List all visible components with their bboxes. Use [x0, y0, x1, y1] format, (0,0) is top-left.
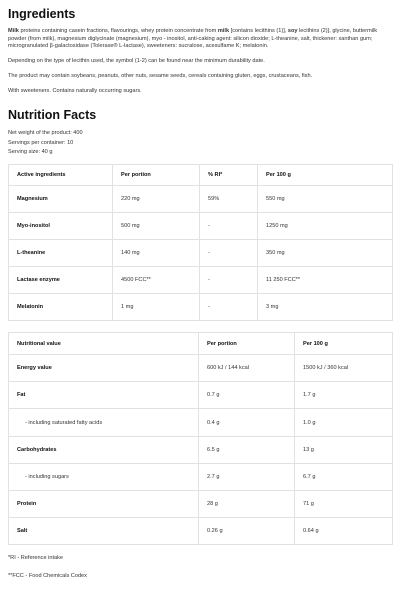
ingredient-name: Melatonin: [9, 294, 113, 321]
nutritional-value-table: [8, 332, 393, 545]
per-100g-value: 11 250 FCC**: [258, 267, 393, 294]
serving-info: [8, 129, 392, 157]
per-100g-value: 350 mg: [258, 240, 393, 267]
table-row: [9, 213, 393, 240]
table-row: [9, 355, 393, 382]
per-100g-value: 3 mg: [258, 294, 393, 321]
allergen-note: The product may contain soybeans, peanuts, other nuts, sesame seeds, cereals containing gluten, eggs, crustaceans, fish.: [8, 72, 313, 79]
per-100g-value: 71 g: [295, 491, 393, 518]
per-portion-value: 500 mg: [113, 213, 200, 240]
ingredient-name: L-theanine: [9, 240, 113, 267]
table-row: [9, 518, 393, 545]
per-portion-value: 0.7 g: [199, 382, 295, 409]
ingredients-heading: Ingredients: [8, 7, 76, 21]
serving-size: Serving size: 40 g: [8, 148, 53, 155]
per-portion-value: 0.26 g: [199, 518, 295, 545]
per-portion-value: 6.5 g: [199, 436, 295, 463]
net-weight: Net weight of the product: 400: [8, 130, 83, 137]
column-header: Per 100 g: [295, 333, 393, 355]
per-portion-value: 28 g: [199, 491, 295, 518]
per-portion-value: 4500 FCC**: [113, 267, 200, 294]
nutrient-name: Salt: [9, 518, 199, 545]
column-header: Active ingredients: [9, 165, 113, 186]
column-header: Per portion: [113, 165, 200, 186]
soy-allergen: soy: [287, 28, 298, 34]
footnotes: [8, 555, 392, 580]
per-portion-value: 0.4 g: [199, 409, 295, 436]
per-portion-value: 2.7 g: [199, 463, 295, 490]
per-portion-value: 140 mg: [113, 240, 200, 267]
table-header-row: [9, 165, 393, 186]
footnote-fcc: **FCC - Food Chemicals Codex: [8, 573, 87, 580]
per-portion-value: 220 mg: [113, 186, 200, 213]
table-row: [9, 294, 393, 321]
table-row: [9, 409, 393, 436]
lecithin-note: Depending on the type of lecithin used, the symbol (1-2) can be found near the minimum durability date.: [8, 58, 265, 65]
table-row: [9, 436, 393, 463]
composition-text-2: [contains lecithins (1)],: [229, 28, 288, 34]
per-100g-value: 1500 kJ / 360 kcal: [295, 355, 393, 382]
composition-text-1: proteins containing casein fractions, flavourings, whey protein concentrate from: [18, 28, 218, 34]
column-header: % RI*: [200, 165, 258, 186]
per-100g-value: 13 g: [295, 436, 393, 463]
per-100g-value: 1250 mg: [258, 213, 393, 240]
table-row: [9, 267, 393, 294]
sweetener-note: With sweeteners. Contains naturally occurring sugars.: [8, 87, 142, 94]
table-row: [9, 240, 393, 267]
nutrient-sub-name: - including saturated fatty acids: [9, 409, 199, 436]
per-100g-value: 0.64 g: [295, 518, 393, 545]
ri-value: -: [200, 213, 258, 240]
nutrient-name: Carbohydrates: [9, 436, 199, 463]
per-100g-value: 1.0 g: [295, 409, 393, 436]
milk-allergen-2: milk: [217, 28, 230, 34]
ri-value: -: [200, 294, 258, 321]
table-row: [9, 463, 393, 490]
servings-per-container: Servings per container: 10: [8, 139, 74, 146]
column-header: Nutritional value: [9, 333, 199, 355]
composition-text-3: lecithins (2)], glycine, buttermilk powder (from milk), magnesium diglycinate (magnesium), myo - inositol, anti-caking agent: silicon dioxide; L-theanine, salt, thickener: xanthan gum; microgranulated β-galactosidase (Tolerase® L-lactase), sweeteners: sucralose, acesulfame K; melatonin.: [8, 28, 378, 50]
ingredient-name: Myo-inositol: [9, 213, 113, 240]
table-row: [9, 382, 393, 409]
nutrient-sub-name: - including sugars: [9, 463, 199, 490]
ri-value: -: [200, 240, 258, 267]
nutrition-facts-heading: Nutrition Facts: [8, 108, 97, 123]
column-header: Per portion: [199, 333, 295, 355]
per-portion-value: 600 kJ / 144 kcal: [199, 355, 295, 382]
per-100g-value: 6.7 g: [295, 463, 393, 490]
nutrient-name: Fat: [9, 382, 199, 409]
nutrient-name: Protein: [9, 491, 199, 518]
ri-value: 59%: [200, 186, 258, 213]
per-100g-value: 1.7 g: [295, 382, 393, 409]
footnote-ri: *RI - Reference intake: [8, 555, 64, 562]
table-header-row: [9, 333, 393, 355]
per-100g-value: 550 mg: [258, 186, 393, 213]
ingredient-name: Lactase enzyme: [9, 267, 113, 294]
table-row: [9, 186, 393, 213]
ingredients-composition: [8, 28, 392, 51]
column-header: Per 100 g: [258, 165, 393, 186]
per-portion-value: 1 mg: [113, 294, 200, 321]
nutrient-name: Energy value: [9, 355, 199, 382]
milk-allergen: Milk: [8, 28, 19, 34]
active-ingredients-table: [8, 164, 393, 321]
ri-value: -: [200, 267, 258, 294]
ingredient-name: Magnesium: [9, 186, 113, 213]
table-row: [9, 491, 393, 518]
